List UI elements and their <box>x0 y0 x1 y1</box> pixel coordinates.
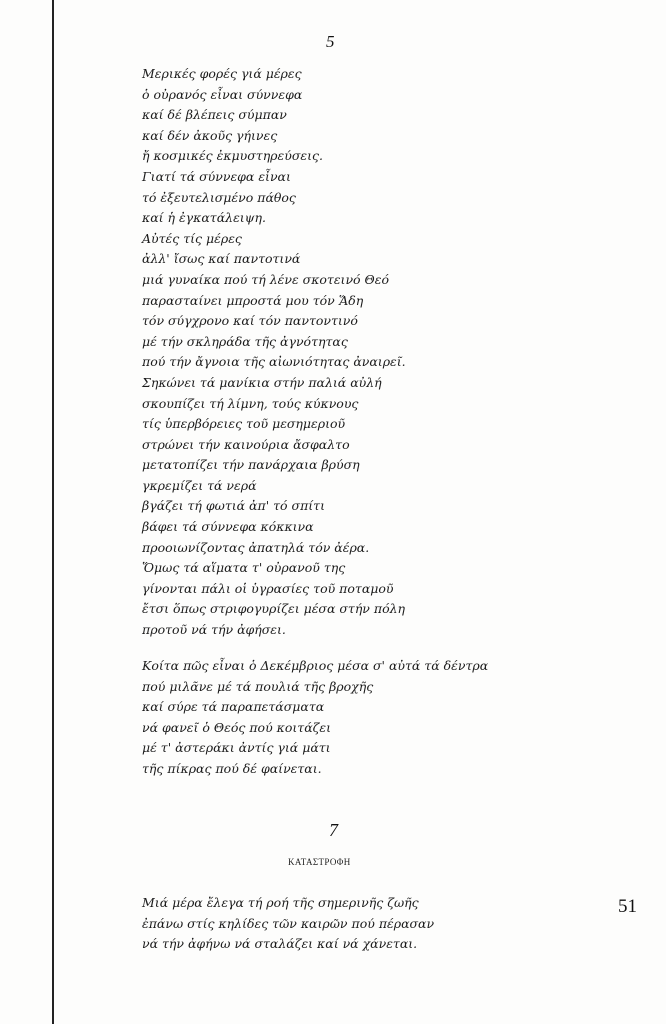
poem-line: Ὅμως τά αἵματα τ' οὐρανοῦ της <box>142 560 346 576</box>
poem-line: καί ἡ ἐγκατάλειψη. <box>142 210 266 226</box>
poem-line: ἔτσι ὅπως στριφογυρίζει μέσα στήν πόλη <box>142 601 406 617</box>
poem-line: ὁ οὐρανός εἶναι σύννεφα <box>142 86 303 102</box>
poem-line: Κοίτα πῶς εἶναι ὁ Δεκέμβριος μέσα σ' αὐτά τά δέντρα <box>142 658 489 673</box>
poem-line: τίς ὑπερβόρειες τοῦ μεσημεριοῦ <box>142 416 346 432</box>
poem-line: Μιά μέρα ἔλεγα τή ροή τῆς σημερινῆς ζωῆς <box>142 895 419 910</box>
binding-gutter-line <box>52 0 54 1024</box>
poem-line: στρώνει τήν καινούρια ἄσφαλτο <box>142 436 350 452</box>
poem-line: μιά γυναίκα πού τή λένε σκοτεινό Θεό <box>142 271 390 287</box>
poem-line: Γιατί τά σύννεφα εἶναι <box>142 168 291 184</box>
poem-line: γίνονται πάλι οἱ ὑγρασίες τοῦ ποταμοῦ <box>142 580 394 596</box>
poem-line: νά τήν ἀφήνω νά σταλάζει καί νά χάνεται. <box>142 936 418 952</box>
poem-line: ἀλλ' ἴσως καί παντοτινά <box>142 251 301 267</box>
poem-line: καί δέ βλέπεις σύμπαν <box>142 107 287 123</box>
poem-line: Αὐτές τίς μέρες <box>142 230 242 246</box>
poem-line: τό ἐξευτελισμένο πάθος <box>142 189 296 205</box>
poem-line: παρασταίνει μπροστά μου τόν Ἅδη <box>142 292 364 308</box>
poem-line: Μερικές φορές γιά μέρες <box>142 66 302 81</box>
poem-line: μέ τ' ἀστεράκι ἀντίς γιά μάτι <box>142 740 331 756</box>
section-number-5: 5 <box>326 32 335 51</box>
poem-line: μέ τήν σκληράδα τῆς ἀγνότητας <box>142 333 348 349</box>
section-title: ΚΑΤΑΣΤΡΟΦΗ <box>288 857 351 867</box>
poem-line: πού τήν ἄγνοια τῆς αἰωνιότητας ἀναιρεῖ. <box>142 354 406 370</box>
poem-line: βάφει τά σύννεφα κόκκινα <box>142 519 314 535</box>
poem-line: γκρεμίζει τά νερά <box>142 477 257 493</box>
poem-line: σκουπίζει τή λίμνη, τούς κύκνους <box>142 395 359 411</box>
poem-line: τῆς πίκρας πού δέ φαίνεται. <box>142 760 322 776</box>
poem-line: μετατοπίζει τήν πανάρχαια βρύση <box>142 457 360 473</box>
poem-line: πού μιλᾶνε μέ τά πουλιά τῆς βροχῆς <box>142 678 374 694</box>
poem-line: βγάζει τή φωτιά ἀπ' τό σπίτι <box>142 498 325 514</box>
page-number: 51 <box>618 896 637 917</box>
poem-line: ἐπάνω στίς κηλίδες τῶν καιρῶν πού πέρασαν <box>142 915 435 931</box>
poem-line: καί σύρε τά παραπετάσματα <box>142 699 325 715</box>
section-number-7: 7 <box>329 820 338 840</box>
poem-5-stanza-1 <box>142 64 406 641</box>
poem-line: προοιωνίζοντας ἀπατηλά τόν ἀέρα. <box>142 539 370 555</box>
poem-line: προτοῦ νά τήν ἀφήσει. <box>142 622 286 638</box>
poem-7-stanza-1 <box>142 893 434 955</box>
poem-5-stanza-2 <box>142 656 488 780</box>
poem-line: τόν σύγχρονο καί τόν παντοντινό <box>142 313 358 329</box>
poem-line: νά φανεῖ ὁ Θεός πού κοιτάζει <box>142 719 332 735</box>
poem-line: ἤ κοσμικές ἐκμυστηρεύσεις. <box>142 148 323 164</box>
poem-line: Σηκώνει τά μανίκια στήν παλιά αὐλή <box>142 374 382 390</box>
poem-line: καί δέν ἀκοῦς γήινες <box>142 127 278 143</box>
